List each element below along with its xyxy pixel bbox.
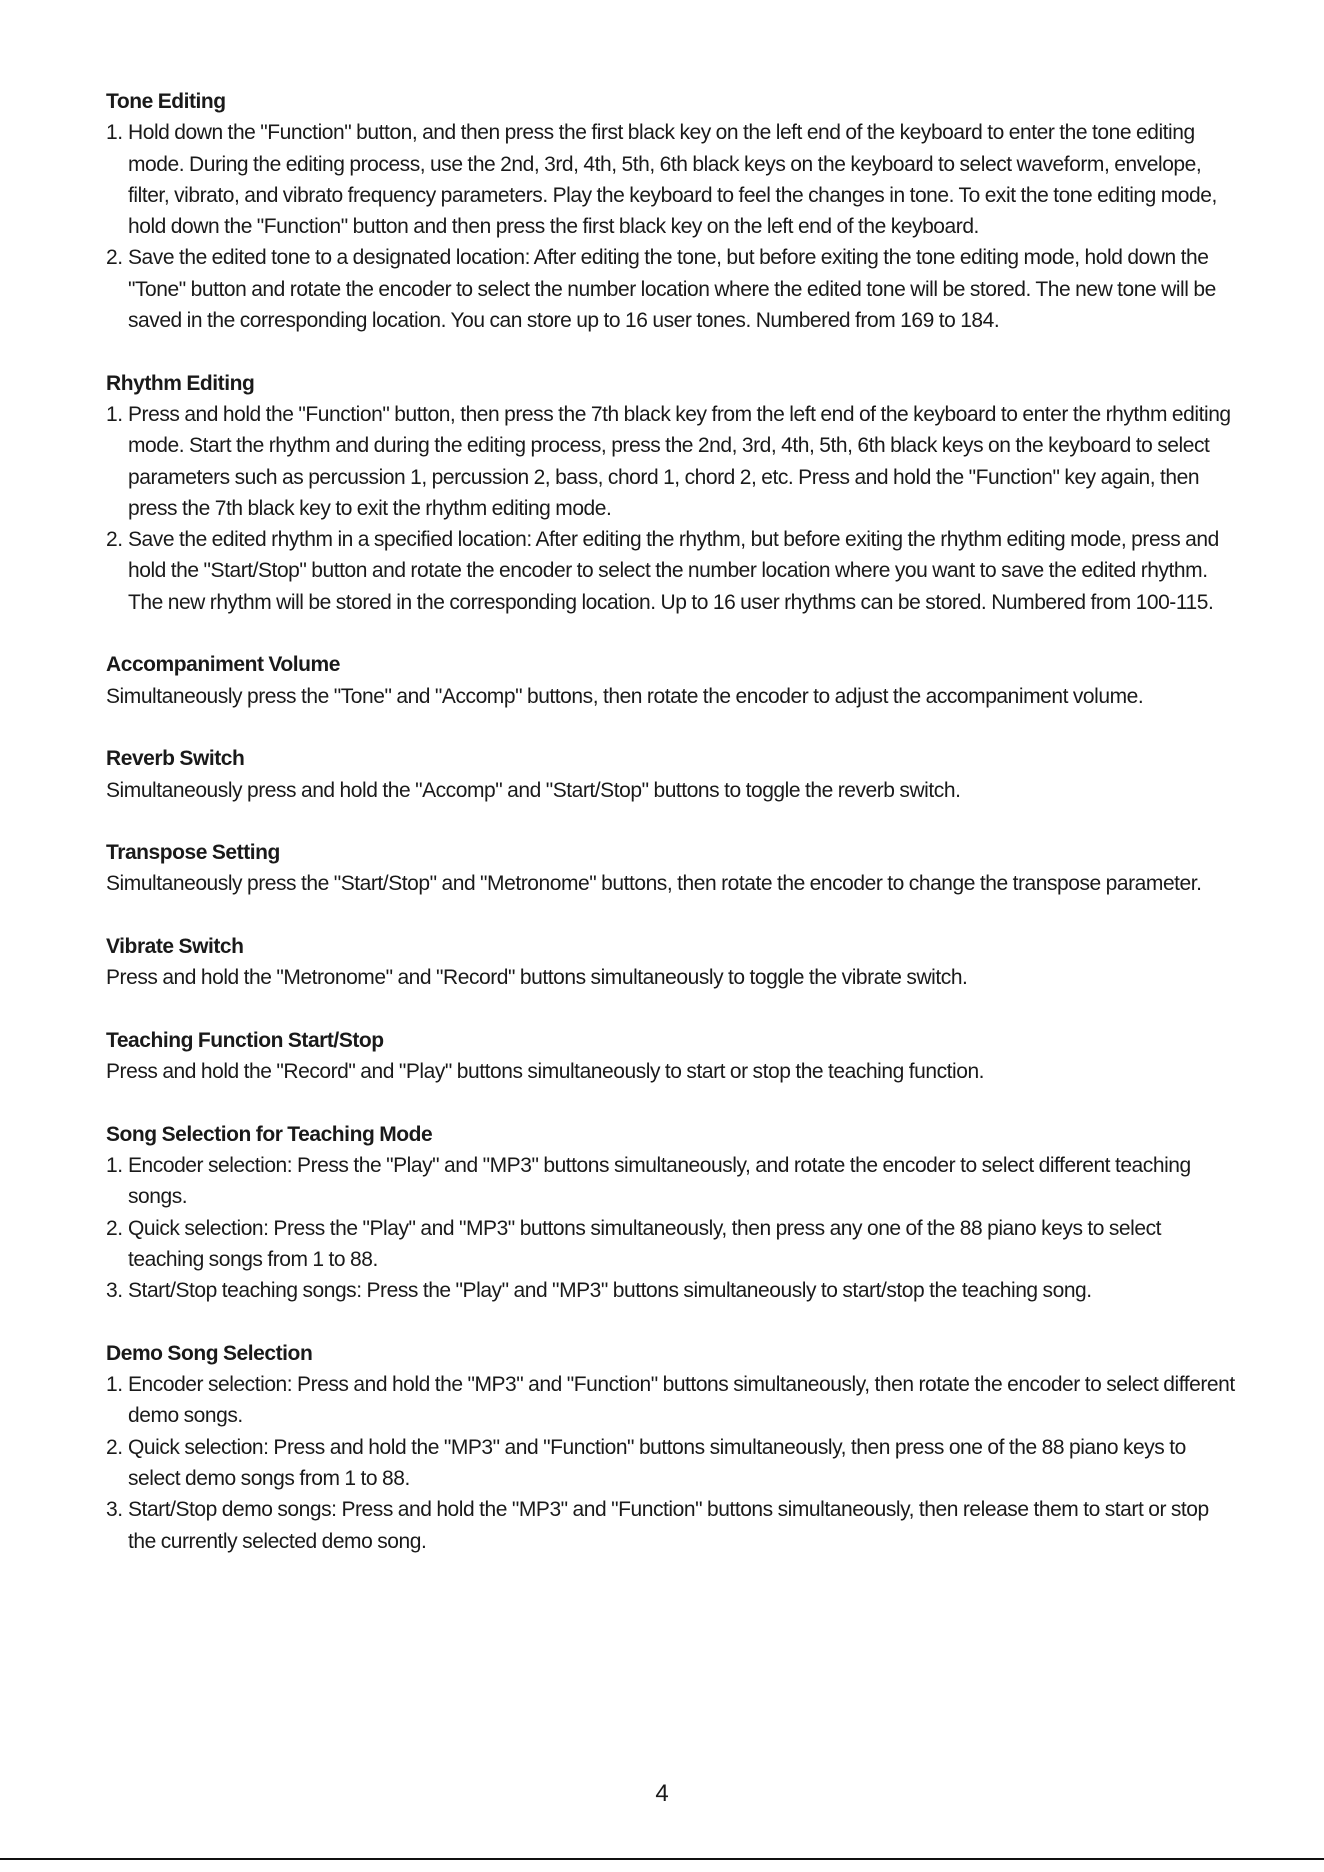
list-number: 3. [106, 1498, 123, 1522]
section-paragraph: Simultaneously press the "Start/Stop" and "Metronome" buttons, then rotate the encoder to change the transpose parameter. [106, 872, 1202, 896]
list-item-text: Start/Stop demo songs: Press and hold the "MP3" and "Function" buttons simultaneously, then release them to start or stop the currently selected demo song. [128, 1498, 1209, 1553]
page-number: 4 [655, 1780, 669, 1807]
section-tone-editing [106, 86, 1236, 336]
numbered-list [106, 1150, 1236, 1306]
list-number: 2. [106, 246, 123, 270]
section-heading: Vibrate Switch [106, 935, 244, 959]
list-item-text: Save the edited tone to a designated location: After editing the tone, but before exiting the tone editing mode, hold down the "Tone" button and rotate the encoder to select the number location where the edited tone will be stored. The new tone will be saved in the corresponding location. You can store up to 16 user tones. Numbered from 169 to 184. [128, 246, 1216, 333]
section-vibrate-switch [106, 931, 1236, 994]
list-number: 1. [106, 402, 123, 426]
list-item [106, 1369, 1236, 1432]
section-heading: Transpose Setting [106, 841, 280, 865]
list-item-text: Quick selection: Press and hold the "MP3" and "Function" buttons simultaneously, then press one of the 88 piano keys to select demo songs from 1 to 88. [128, 1435, 1186, 1491]
list-item [106, 1494, 1236, 1557]
list-item [106, 1275, 1236, 1306]
numbered-list [106, 1369, 1236, 1557]
section-paragraph: Simultaneously press and hold the "Accomp" and "Start/Stop" buttons to toggle the reverb switch. [106, 778, 961, 802]
section-demo-song-selection [106, 1338, 1236, 1557]
section-transpose-setting [106, 837, 1236, 900]
list-number: 2. [106, 528, 123, 552]
section-reverb-switch [106, 743, 1236, 806]
list-item-text: Save the edited rhythm in a specified location: After editing the rhythm, but before exiting the rhythm editing mode, press and hold the "Start/Stop" button and rotate the encoder to select the number location where you want to save the edited rhythm. The new rhythm will be stored in the corresponding location. Up to 16 user rhythms can be stored. Numbered from 100-115. [128, 528, 1219, 614]
section-paragraph: Press and hold the "Metronome" and "Record" buttons simultaneously to toggle the vibrate switch. [106, 966, 968, 990]
section-heading: Teaching Function Start/Stop [106, 1028, 384, 1052]
section-paragraph: Simultaneously press the "Tone" and "Accomp" buttons, then rotate the encoder to adjust the accompaniment volume. [106, 684, 1144, 708]
section-heading: Song Selection for Teaching Mode [106, 1122, 433, 1146]
section-accompaniment-volume [106, 649, 1236, 712]
section-song-selection-teaching [106, 1119, 1236, 1307]
list-number: 1. [106, 1373, 123, 1397]
document-body [106, 86, 1236, 1557]
list-item-text: Quick selection: Press the "Play" and "MP3" buttons simultaneously, then press any one of the 88 piano keys to select teaching songs from 1 to 88. [128, 1216, 1162, 1271]
list-item [106, 242, 1236, 336]
list-item-text: Encoder selection: Press the "Play" and "MP3" buttons simultaneously, and rotate the encoder to select different teaching songs. [128, 1154, 1191, 1209]
list-item [106, 399, 1236, 524]
section-paragraph: Press and hold the "Record" and "Play" buttons simultaneously to start or stop the teaching function. [106, 1060, 985, 1084]
list-item-text: Encoder selection: Press and hold the "MP3" and "Function" buttons simultaneously, then rotate the encoder to select different demo songs. [128, 1373, 1235, 1428]
list-item [106, 1213, 1236, 1276]
section-rhythm-editing [106, 368, 1236, 618]
list-number: 2. [106, 1435, 123, 1459]
bottom-divider [0, 1858, 1324, 1860]
numbered-list [106, 399, 1236, 618]
list-item [106, 1432, 1236, 1495]
list-number: 1. [106, 1154, 123, 1178]
list-number: 1. [106, 121, 123, 145]
section-teaching-function [106, 1025, 1236, 1088]
list-number: 2. [106, 1216, 123, 1240]
section-heading: Tone Editing [106, 90, 226, 113]
list-item [106, 524, 1236, 618]
section-heading: Demo Song Selection [106, 1341, 313, 1365]
numbered-list [106, 117, 1236, 336]
list-number: 3. [106, 1279, 123, 1303]
list-item [106, 117, 1236, 242]
list-item-text: Press and hold the "Function" button, then press the 7th black key from the left end of the keyboard to enter the rhythm editing mode. Start the rhythm and during the editing process, press the 2nd, 3rd, 4th, 5th, 6th black keys on the keyboard to select parameters such as percussion 1, percussion 2, bass, chord 1, chord 2, etc. Press and hold the "Function" key again, then press the 7th black key to exit the rhythm editing mode. [128, 402, 1231, 520]
list-item-text: Hold down the "Function" button, and then press the first black key on the left end of the keyboard to enter the tone editing mode. During the editing process, use the 2nd, 3rd, 4th, 5th, 6th black keys on the keyboard to select waveform, envelope, filter, vibrato, and vibrato frequency parameters. Play the keyboard to feel the changes in tone. To exit the tone editing mode, hold down the "Function" button and then press the first black key on the left end of the keyboard. [128, 121, 1217, 239]
list-item [106, 1150, 1236, 1213]
section-heading: Rhythm Editing [106, 371, 255, 395]
section-heading: Accompaniment Volume [106, 653, 340, 677]
list-item-text: Start/Stop teaching songs: Press the "Play" and "MP3" buttons simultaneously to start/stop the teaching song. [128, 1279, 1092, 1303]
section-heading: Reverb Switch [106, 747, 245, 771]
